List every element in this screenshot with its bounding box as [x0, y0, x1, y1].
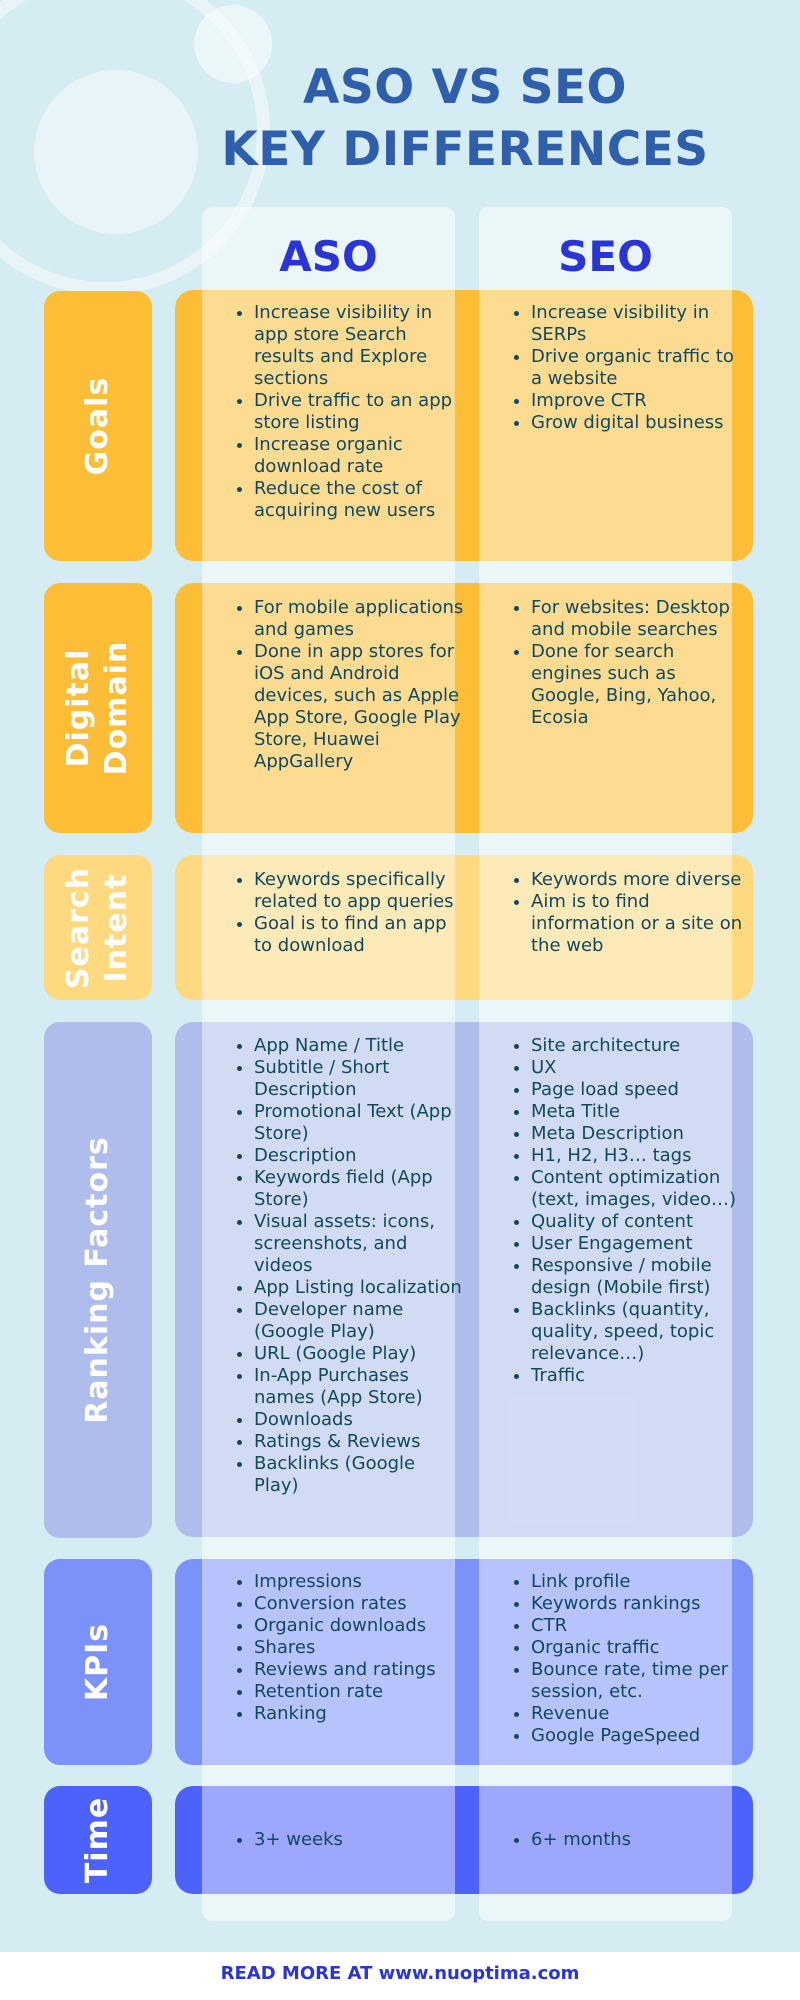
list-item: • App Listing localization	[254, 1277, 464, 1299]
seo-time-list	[509, 1829, 746, 1851]
list-item: • Subtitle / Short Description	[254, 1057, 464, 1101]
footer-link[interactable]: READ MORE AT www.nuoptima.com	[220, 1963, 580, 1984]
list-item: • User Engagement	[531, 1233, 746, 1255]
aso-kpis-list	[232, 1571, 464, 1725]
list-item: • Retention rate	[254, 1681, 464, 1703]
row-label-text: Search Intent	[61, 866, 134, 989]
list-item: • Ratings & Reviews	[254, 1431, 464, 1453]
list-item: • Keywords specifically related to app queries	[254, 869, 464, 913]
list-item: • Drive traffic to an app store listing	[254, 390, 464, 434]
seo-ranking-factors-list	[509, 1035, 746, 1387]
list-item: • Reduce the cost of acquiring new users	[254, 478, 464, 522]
list-item: • UX	[531, 1057, 746, 1079]
row-label-search-intent	[44, 855, 152, 1000]
row-label-digital-domain	[44, 583, 152, 833]
seo-digital-domain-list	[509, 597, 746, 729]
row-label-text: Goals	[80, 376, 115, 476]
list-item: • Content optimization (text, images, video…)	[531, 1167, 746, 1211]
list-item: • Promotional Text (App Store)	[254, 1101, 464, 1145]
list-item: • Drive organic traffic to a website	[531, 346, 746, 390]
list-item: • Traffic	[531, 1365, 746, 1387]
list-item: • CTR	[531, 1615, 746, 1637]
row-label-time	[44, 1786, 152, 1894]
row-label-text: Digital Domain	[61, 640, 134, 776]
aso-digital-domain-list	[232, 597, 464, 773]
list-item: • Quality of content	[531, 1211, 746, 1233]
aso-column-header: ASO	[279, 232, 378, 281]
aso-time-list	[232, 1829, 464, 1851]
list-item: • 6+ months	[531, 1829, 746, 1851]
list-item: • Link profile	[531, 1571, 746, 1593]
list-item: • Responsive / mobile design (Mobile first)	[531, 1255, 746, 1299]
list-item: • Done in app stores for iOS and Android devices, such as Apple App Store, Google Play Store, Huawei AppGallery	[254, 641, 464, 773]
list-item: • Ranking	[254, 1703, 464, 1725]
list-item: • Bounce rate, time per session, etc.	[531, 1659, 746, 1703]
aso-ranking-factors-list	[232, 1035, 464, 1497]
list-item: • Keywords field (App Store)	[254, 1167, 464, 1211]
list-item: • Keywords rankings	[531, 1593, 746, 1615]
row-label-text: Ranking Factors	[80, 1136, 115, 1424]
list-item: • For mobile applications and games	[254, 597, 464, 641]
list-item: • Goal is to find an app to download	[254, 913, 464, 957]
aso-search-intent-list	[232, 869, 464, 957]
list-item: • 3+ weeks	[254, 1829, 464, 1851]
list-item: • Organic traffic	[531, 1637, 746, 1659]
row-label-goals	[44, 291, 152, 561]
list-item: • Page load speed	[531, 1079, 746, 1101]
list-item: • Backlinks (quantity, quality, speed, topic relevance…)	[531, 1299, 746, 1365]
list-item: • Revenue	[531, 1703, 746, 1725]
seo-search-intent-list	[509, 869, 746, 957]
row-label-text: KPIs	[80, 1622, 115, 1702]
list-item: • Increase visibility in app store Search results and Explore sections	[254, 302, 464, 390]
list-item: • Developer name (Google Play)	[254, 1299, 464, 1343]
list-item: • Site architecture	[531, 1035, 746, 1057]
list-item: • Increase organic download rate	[254, 434, 464, 478]
list-item: • Impressions	[254, 1571, 464, 1593]
list-item: • Shares	[254, 1637, 464, 1659]
list-item: • Keywords more diverse	[531, 869, 746, 891]
list-item: • URL (Google Play)	[254, 1343, 464, 1365]
seo-goals-list	[509, 302, 746, 434]
list-item: • For websites: Desktop and mobile searches	[531, 597, 746, 641]
seo-column-header: SEO	[558, 232, 653, 281]
list-item: • Google PageSpeed	[531, 1725, 746, 1747]
row-label-kpis	[44, 1559, 152, 1765]
list-item: • Backlinks (Google Play)	[254, 1453, 464, 1497]
list-item: • Downloads	[254, 1409, 464, 1431]
row-label-text: Time	[80, 1796, 115, 1884]
list-item: • Aim is to find information or a site on the web	[531, 891, 746, 957]
list-item: • Grow digital business	[531, 412, 746, 434]
list-item: • H1, H2, H3… tags	[531, 1145, 746, 1167]
page-title-line-1: ASO VS SEO	[302, 60, 628, 115]
list-item: • App Name / Title	[254, 1035, 464, 1057]
list-item: • Meta Title	[531, 1101, 746, 1123]
row-label-ranking-factors	[44, 1022, 152, 1538]
list-item: • Done for search engines such as Google, Bing, Yahoo, Ecosia	[531, 641, 746, 729]
list-item: • Conversion rates	[254, 1593, 464, 1615]
list-item: • Improve CTR	[531, 390, 746, 412]
list-item: • Reviews and ratings	[254, 1659, 464, 1681]
list-item: • Organic downloads	[254, 1615, 464, 1637]
list-item: • Description	[254, 1145, 464, 1167]
list-item: • In-App Purchases names (App Store)	[254, 1365, 464, 1409]
aso-goals-list	[232, 302, 464, 522]
seo-kpis-list	[509, 1571, 746, 1747]
list-item: • Meta Description	[531, 1123, 746, 1145]
list-item: • Increase visibility in SERPs	[531, 302, 746, 346]
list-item: • Visual assets: icons, screenshots, and videos	[254, 1211, 464, 1277]
page-title-line-2: KEY DIFFERENCES	[221, 122, 709, 177]
